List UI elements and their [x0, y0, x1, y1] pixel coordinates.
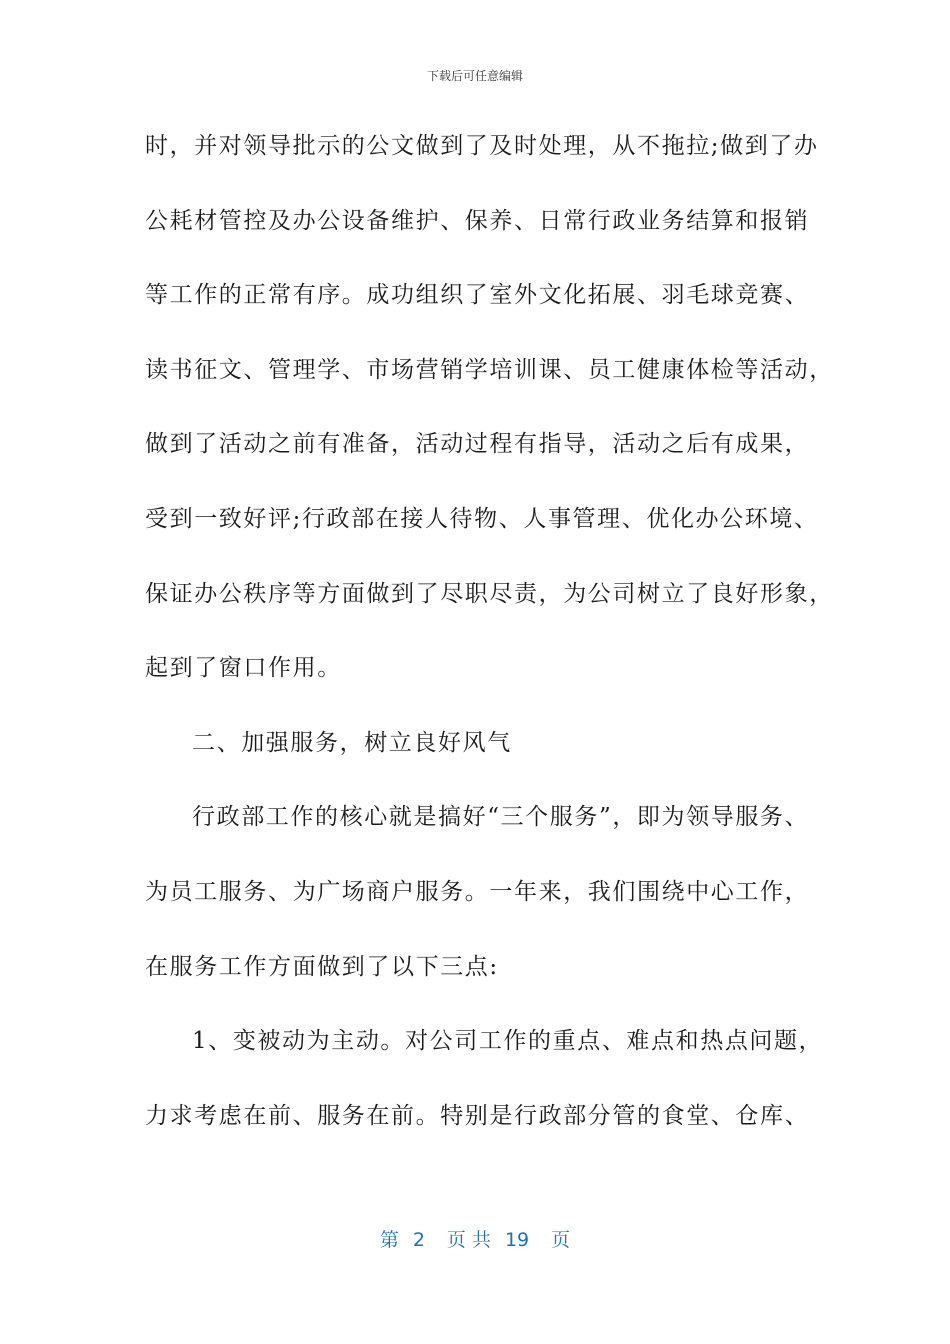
paragraph-line: 行政部工作的核心就是搞好“三个服务”，即为领导服务、	[192, 804, 810, 831]
footer-prefix: 第	[379, 1229, 399, 1251]
paragraph-line: 做到了活动之前有准备，活动过程有指导，活动之后有成果，	[145, 431, 810, 458]
footer-current-page: 2	[412, 1229, 425, 1251]
paragraph-line: 起到了窗口作用。	[145, 655, 342, 682]
section-heading: 二、加强服务，树立良好风气	[192, 729, 512, 756]
paragraph-line: 公耗材管控及办公设备维护、保养、日常行政业务结算和报销	[145, 207, 810, 234]
page-footer	[0, 1225, 950, 1252]
paragraph-line: 等工作的正常有序。成功组织了室外文化拓展、羽毛球竞赛、	[145, 282, 810, 309]
paragraph-line: 受到一致好评;行政部在接人待物、人事管理、优化办公环境、	[145, 505, 819, 532]
page-header-note: 下载后可任意编辑	[426, 69, 523, 83]
paragraph-line: 保证办公秩序等方面做到了尽职尽责，为公司树立了良好形象，	[145, 580, 834, 607]
paragraph-line: 1、变被动为主动。对公司工作的重点、难点和热点问题，	[192, 1028, 824, 1055]
paragraph-line: 读书征文、管理学、市场营销学培训课、员工健康体检等活动，	[145, 356, 834, 383]
paragraph-line: 力求考虑在前、服务在前。特别是行政部分管的食堂、仓库、	[145, 1102, 810, 1129]
footer-total-pages: 19	[504, 1229, 530, 1251]
footer-middle: 页 共	[446, 1229, 491, 1251]
paragraph-line: 为员工服务、为广场商户服务。一年来，我们围绕中心工作，	[145, 878, 810, 905]
footer-suffix: 页	[551, 1229, 571, 1251]
document-body	[145, 126, 834, 1170]
paragraph-line: 时，并对领导批示的公文做到了及时处理，从不拖拉;做到了办	[145, 133, 819, 159]
paragraph-line: 在服务工作方面做到了以下三点:	[145, 953, 499, 980]
